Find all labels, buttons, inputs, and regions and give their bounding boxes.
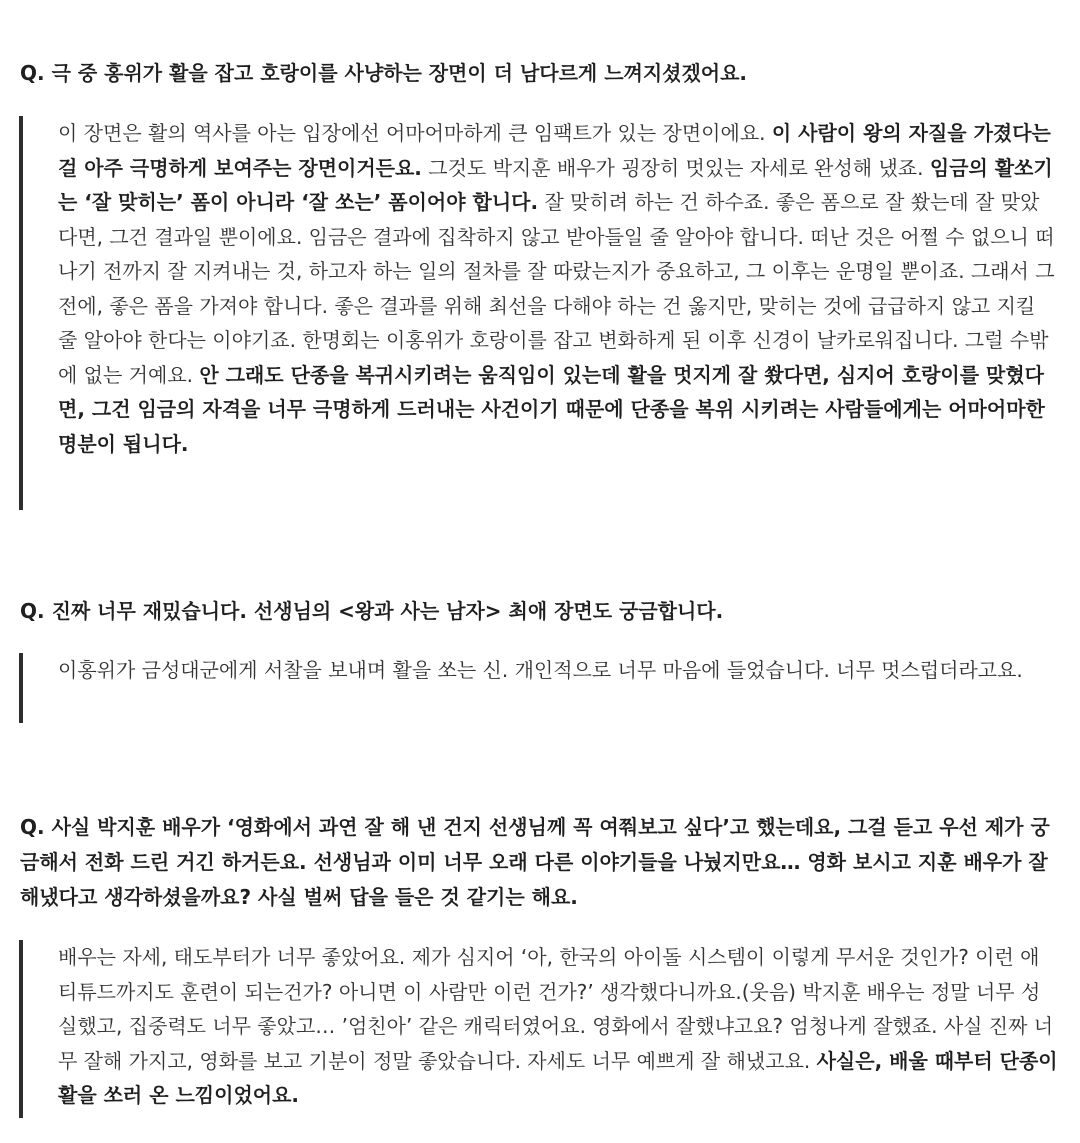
answer-3-bold-segment: 사실은, 배울 때부터 단종이 활을 쏘러 온 느낌이었어요. bbox=[58, 1048, 1058, 1107]
answer-1-bold-segment: 안 그래도 단종을 복귀시키려는 움직임이 있는데 활을 멋지게 잘 쐈다면, 심지어 호랑이를 맞혔다면, 그건 임금의 자격을 너무 극명하게 드러내는 사건이기 때문에 단종을 복위 시키려는 사람들에게는 어마어마한 명분이 됩니다. bbox=[58, 362, 1045, 456]
answer-3-segment: 배우는 자세, 태도부터가 너무 좋았어요. 제가 심지어 ‘아, 한국의 아이돌 시스템이 이렇게 무서운 것인가? 이런 애티튜드까지도 훈련이 되는건가? 아니면 이 사람만 이런 건가?’ 생각했다니까요.(웃음) 박지훈 배우는 정말 너무 성실했고, 집중력도 너무 좋았고… ’엄친아’ 같은 캐릭터였어요. 영화에서 잘했냐고요? 엄청나게 잘했죠. 사실 진짜 너무 잘해 가지고, 영화를 보고 기분이 정말 좋았습니다. 자세도 너무 예쁘게 잘 해냈고요. bbox=[58, 945, 1054, 1073]
answer-1-segment: 그것도 박지훈 배우가 굉장히 멋있는 자세로 완성해 냈죠. bbox=[421, 155, 930, 180]
answer-1-blockquote bbox=[19, 116, 1058, 510]
answer-1-bold-segment: 임금의 활쏘기는 ‘잘 맞히는’ 폼이 아니라 ‘잘 쏘는’ 폼이어야 합니다. bbox=[58, 155, 1053, 214]
question-3: Q. 사실 박지훈 배우가 ‘영화에서 과연 잘 해 낸 건지 선생님께 꼭 여쭤보고 싶다’고 했는데요, 그걸 듣고 우선 제가 궁금해서 전화 드린 거긴 하거든요. 선생님과 이미 너무 오래 다른 이야기들을 나눴지만요… 영화 보시고 지훈 배우가 잘 해냈다고 생각하셨을까요? 사실 벌써 답을 들은 것 같기는 해요. bbox=[20, 815, 1050, 909]
answer-3-blockquote bbox=[19, 940, 1058, 1118]
question-1: Q. 극 중 홍위가 활을 잡고 호랑이를 사냥하는 장면이 더 남다르게 느껴지셨겠어요. bbox=[20, 61, 748, 85]
answer-2-text bbox=[58, 653, 1058, 688]
answer-1-segment: 이 장면은 활의 역사를 아는 입장에선 어마어마하게 큰 임팩트가 있는 장면이에요. bbox=[58, 121, 772, 145]
answer-2-segment: 이홍위가 금성대군에게 서찰을 보내며 활을 쏘는 신. 개인적으로 너무 마음에 들었습니다. 너무 멋스럽더라고요. bbox=[58, 658, 1023, 682]
answer-3-text bbox=[58, 940, 1058, 1113]
answer-1-bold-segment: 이 사람이 왕의 자질을 가졌다는 걸 아주 극명하게 보여주는 장면이거든요. bbox=[58, 121, 1051, 180]
answer-2-blockquote bbox=[19, 653, 1058, 723]
answer-1-text bbox=[58, 116, 1058, 461]
answer-1-segment: 잘 맞히려 하는 건 하수죠. 좋은 폼으로 잘 쐈는데 잘 맞았다면, 그건 결과일 뿐이에요. 임금은 결과에 집착하지 않고 받아들일 줄 알아야 합니다. 떠난 것은 어쩔 수 없으니 떠나기 전까지 잘 지켜내는 것, 하고자 하는 일의 절차를 잘 따랐는지가 중요하고, 그 이후는 운명일 뿐이죠. 그래서 그 전에, 좋은 폼을 가져야 합니다. 좋은 결과를 위해 최선을 다해야 하는 건 옳지만, 맞히는 것에 급급하지 않고 지킬 줄 알아야 한다는 이야기죠. 한명회는 이홍위가 호랑이를 잡고 변화하게 된 이후 신경이 날카로워집니다. 그럴 수밖에 없는 거예요. bbox=[58, 190, 1055, 387]
question-2: Q. 진짜 너무 재밌습니다. 선생님의 <왕과 사는 남자> 최애 장면도 궁금합니다. bbox=[20, 599, 724, 623]
